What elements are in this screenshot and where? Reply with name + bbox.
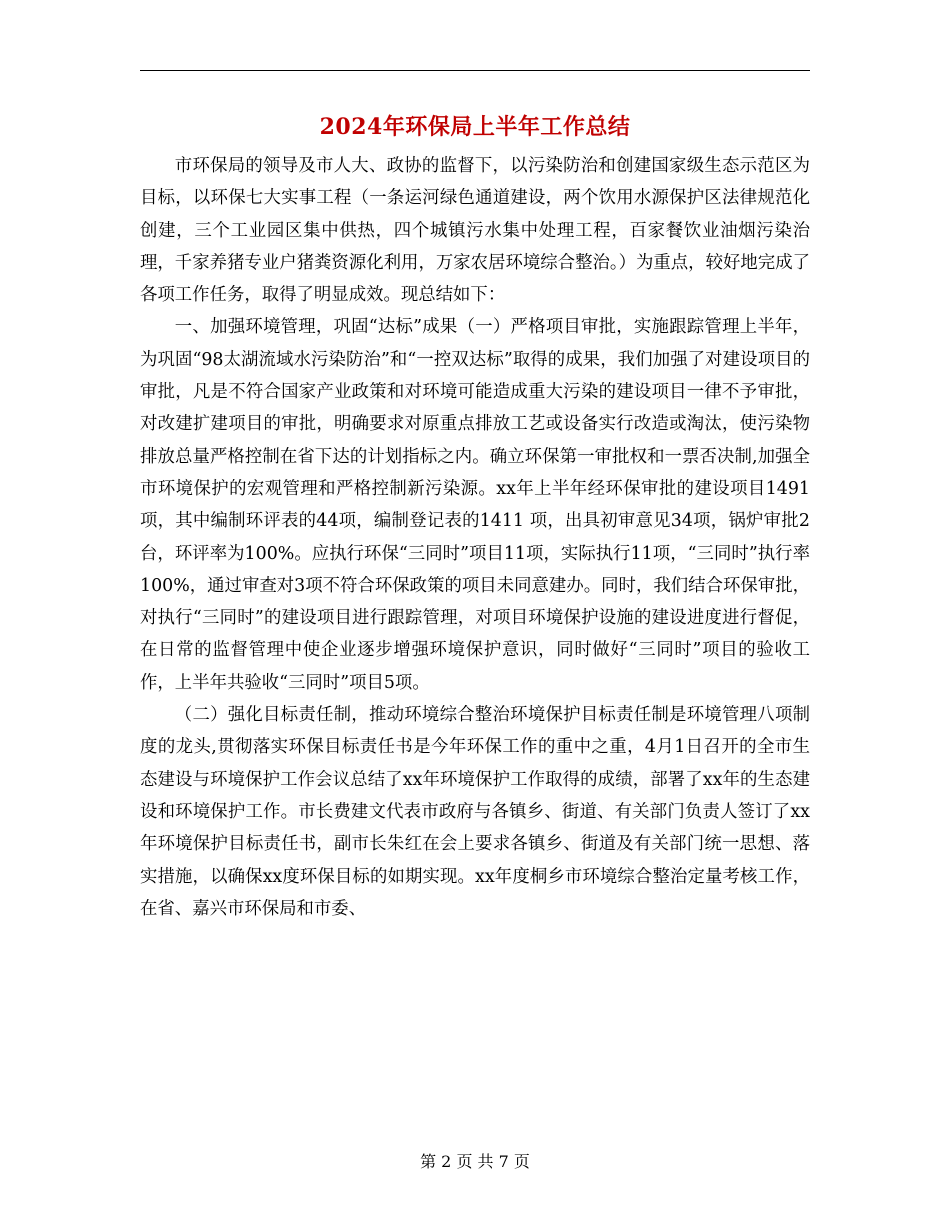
document-body: [140, 150, 810, 925]
paragraph-intro: 市环保局的领导及市人大、政协的监督下，以污染防治和创建国家级生态示范区为目标，以环保七大实事工程（一条运河绿色通道建设，两个饮用水源保护区法律规范化创建，三个工业园区集中供热，四个城镇污水集中处理工程，百家餐饮业油烟污染治理，千家养猪专业户猪粪资源化利用，万家农居环境综合整治。）为重点，较好地完成了各项工作任务，取得了明显成效。现总结如下：: [140, 156, 810, 306]
paragraph-section-1: 一、加强环境管理，巩固“达标”成果（一）严格项目审批，实施跟踪管理上半年，为巩固“98太湖流域水污染防治”和“一控双达标”取得的成果，我们加强了对建设项目的审批，凡是不符合国家产业政策和对环境可能造成重大污染的建设项目一律不予审批，对改建扩建项目的审批，明确要求对原重点排放工艺或设备实行改造或淘汰，使污染物排放总量严格控制在省下达的计划指标之内。确立环保第一审批权和一票否决制,加强全市环境保护的宏观管理和严格控制新污染源。xx年上半年经环保审批的建设项目1491 项，其中编制环评表的44项，编制登记表的1411 项，出具初审意见34项，锅炉审批2 台，环评率为100%。应执行环保“三同时”项目11项，实际执行11项，“三同时”执行率100%，通过审查对3项不符合环保政策的项目未同意建办。同时，我们结合环保审批，对执行“三同时”的建设项目进行跟踪管理，对项目环境保护设施的建设进度进行督促，在日常的监督管理中使企业逐步增强环境保护意识，同时做好“三同时”项目的验收工作，上半年共验收“三同时”项目5项。: [140, 317, 810, 693]
page-number-footer: 第 2 页 共 7 页: [420, 1152, 530, 1171]
header-rule: [140, 70, 810, 71]
paragraph-section-2: （二）强化目标责任制，推动环境综合整治环境保护目标责任制是环境管理八项制度的龙头,贯彻落实环保目标责任书是今年环保工作的重中之重，4月1日召开的全市生态建设与环境保护工作会议总结了xx年环境保护工作取得的成绩，部署了xx年的生态建设和环境保护工作。市长费建文代表市政府与各镇乡、街道、有关部门负责人签订了xx年环境保护目标责任书，副市长朱红在会上要求各镇乡、街道及有关部门统一思想、落实措施，以确保xx度环保目标的如期实现。xx年度桐乡市环境综合整治定量考核工作，在省、嘉兴市环保局和市委、: [140, 705, 810, 919]
document-title: 2024年环保局上半年工作总结: [319, 114, 631, 140]
